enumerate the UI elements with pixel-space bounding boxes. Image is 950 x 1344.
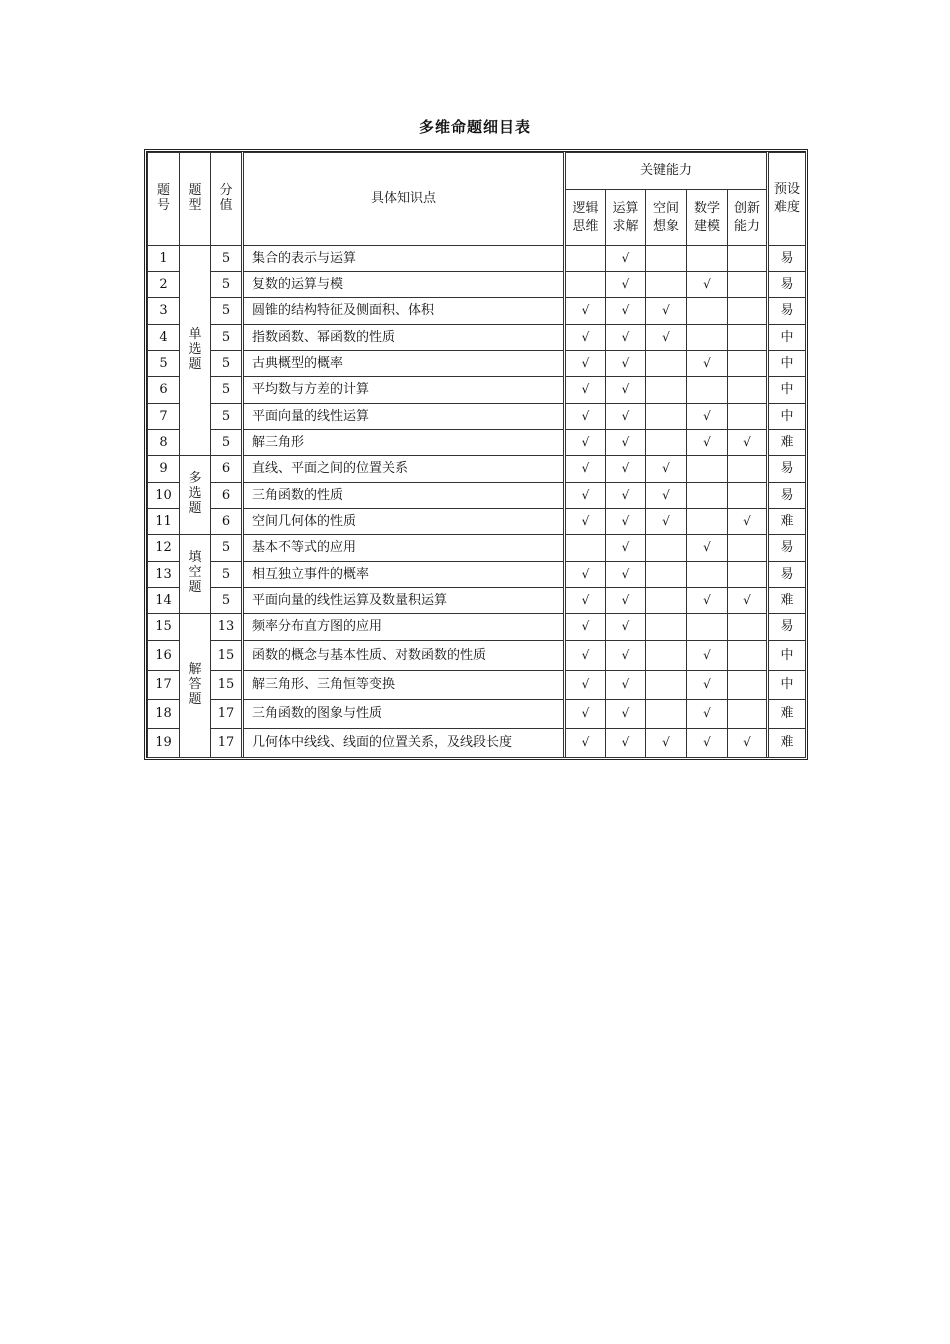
check-mark-icon: √	[743, 592, 751, 607]
ability-check-cell	[606, 404, 646, 430]
check-mark-icon: √	[621, 250, 630, 265]
ability-check-cell	[606, 671, 646, 700]
table-row	[148, 246, 806, 272]
table-row	[148, 614, 806, 641]
question-number: 17	[148, 671, 180, 700]
ability-check-cell	[728, 351, 768, 377]
ability-check-cell	[646, 700, 687, 729]
question-score: 5	[211, 298, 243, 325]
ability-check-cell	[646, 562, 687, 588]
table-row	[148, 377, 806, 404]
ability-check-cell	[728, 246, 768, 272]
table-row	[148, 325, 806, 351]
header-abilities-group: 关键能力	[565, 153, 768, 190]
header-ability: 数学建模	[687, 190, 728, 246]
ability-check-cell	[687, 729, 728, 758]
question-score: 6	[211, 483, 243, 509]
check-mark-icon: √	[662, 303, 670, 318]
header-difficulty: 预设难度	[768, 153, 806, 246]
question-score: 5	[211, 377, 243, 404]
question-number: 14	[148, 588, 180, 614]
ability-check-cell	[606, 298, 646, 325]
check-mark-icon: √	[621, 619, 630, 634]
ability-check-cell	[646, 325, 687, 351]
check-mark-icon: √	[743, 513, 751, 528]
check-mark-icon: √	[662, 513, 670, 528]
question-type: 单选题	[180, 246, 211, 456]
header-num: 题号	[148, 153, 180, 246]
ability-check-cell	[646, 671, 687, 700]
difficulty: 中	[768, 325, 806, 351]
ability-check-cell	[606, 325, 646, 351]
check-mark-icon: √	[621, 408, 630, 423]
difficulty: 中	[768, 404, 806, 430]
table-row	[148, 509, 806, 535]
difficulty: 中	[768, 377, 806, 404]
question-score: 6	[211, 509, 243, 535]
ability-check-cell	[687, 562, 728, 588]
check-mark-icon: √	[703, 434, 711, 449]
ability-check-cell	[728, 325, 768, 351]
check-mark-icon: √	[662, 735, 670, 750]
check-mark-icon: √	[703, 706, 711, 721]
spec-table	[147, 152, 806, 758]
check-mark-icon: √	[621, 677, 630, 692]
ability-check-cell	[687, 588, 728, 614]
check-mark-icon: √	[621, 706, 630, 721]
question-score: 13	[211, 614, 243, 641]
question-score: 5	[211, 351, 243, 377]
ability-check-cell	[646, 729, 687, 758]
difficulty: 难	[768, 509, 806, 535]
ability-check-cell	[687, 404, 728, 430]
check-mark-icon: √	[621, 434, 630, 449]
question-type: 解答题	[180, 614, 211, 758]
ability-check-cell	[606, 562, 646, 588]
ability-check-cell	[606, 588, 646, 614]
question-number: 1	[148, 246, 180, 272]
knowledge-point: 空间几何体的性质	[243, 509, 565, 535]
ability-check-cell	[565, 509, 606, 535]
ability-check-cell	[687, 614, 728, 641]
ability-check-cell	[687, 246, 728, 272]
ability-check-cell	[728, 671, 768, 700]
spec-body	[148, 246, 806, 758]
ability-check-cell	[646, 298, 687, 325]
ability-check-cell	[606, 729, 646, 758]
check-mark-icon: √	[581, 619, 590, 634]
ability-check-cell	[606, 456, 646, 483]
check-mark-icon: √	[581, 303, 590, 318]
knowledge-point: 复数的运算与模	[243, 272, 565, 298]
ability-check-cell	[728, 535, 768, 562]
ability-check-cell	[687, 272, 728, 298]
ability-check-cell	[646, 483, 687, 509]
question-number: 18	[148, 700, 180, 729]
ability-check-cell	[687, 509, 728, 535]
check-mark-icon: √	[621, 276, 630, 291]
ability-check-cell	[606, 430, 646, 456]
knowledge-point: 解三角形	[243, 430, 565, 456]
ability-check-cell	[565, 614, 606, 641]
check-mark-icon: √	[621, 329, 630, 344]
ability-check-cell	[687, 351, 728, 377]
ability-check-cell	[728, 404, 768, 430]
ability-check-cell	[565, 671, 606, 700]
check-mark-icon: √	[703, 355, 711, 370]
ability-check-cell	[728, 700, 768, 729]
header-type: 题型	[180, 153, 211, 246]
ability-check-cell	[728, 377, 768, 404]
ability-check-cell	[606, 272, 646, 298]
check-mark-icon: √	[703, 647, 711, 662]
ability-check-cell	[565, 562, 606, 588]
knowledge-point: 古典概型的概率	[243, 351, 565, 377]
ability-check-cell	[565, 272, 606, 298]
ability-check-cell	[565, 641, 606, 671]
ability-check-cell	[606, 509, 646, 535]
ability-check-cell	[728, 614, 768, 641]
question-number: 6	[148, 377, 180, 404]
question-number: 7	[148, 404, 180, 430]
ability-check-cell	[646, 377, 687, 404]
ability-check-cell	[565, 351, 606, 377]
ability-check-cell	[565, 325, 606, 351]
check-mark-icon: √	[621, 487, 630, 502]
table-row	[148, 729, 806, 758]
question-score: 17	[211, 729, 243, 758]
difficulty: 易	[768, 456, 806, 483]
table-row	[148, 588, 806, 614]
ability-check-cell	[687, 483, 728, 509]
knowledge-point: 相互独立事件的概率	[243, 562, 565, 588]
check-mark-icon: √	[743, 434, 751, 449]
ability-check-cell	[606, 700, 646, 729]
check-mark-icon: √	[621, 540, 630, 555]
knowledge-point: 圆锥的结构特征及侧面积、体积	[243, 298, 565, 325]
knowledge-point: 几何体中线线、线面的位置关系，及线段长度	[243, 729, 565, 758]
check-mark-icon: √	[703, 276, 711, 291]
ability-check-cell	[728, 430, 768, 456]
table-row	[148, 700, 806, 729]
difficulty: 易	[768, 246, 806, 272]
ability-check-cell	[687, 700, 728, 729]
table-row	[148, 430, 806, 456]
check-mark-icon: √	[581, 513, 590, 528]
knowledge-point: 解三角形、三角恒等变换	[243, 671, 565, 700]
ability-check-cell	[565, 430, 606, 456]
table-row	[148, 404, 806, 430]
question-score: 5	[211, 535, 243, 562]
ability-check-cell	[606, 614, 646, 641]
check-mark-icon: √	[581, 382, 590, 397]
check-mark-icon: √	[621, 566, 630, 581]
check-mark-icon: √	[581, 592, 590, 607]
header-ability: 逻辑思维	[565, 190, 606, 246]
check-mark-icon: √	[581, 434, 590, 449]
check-mark-icon: √	[703, 408, 711, 423]
ability-check-cell	[565, 700, 606, 729]
ability-check-cell	[728, 483, 768, 509]
ability-check-cell	[687, 377, 728, 404]
check-mark-icon: √	[581, 355, 590, 370]
ability-check-cell	[646, 246, 687, 272]
ability-check-cell	[606, 377, 646, 404]
check-mark-icon: √	[621, 735, 630, 750]
check-mark-icon: √	[621, 592, 630, 607]
header-topic: 具体知识点	[243, 153, 565, 246]
question-number: 16	[148, 641, 180, 671]
question-score: 5	[211, 246, 243, 272]
check-mark-icon: √	[581, 487, 590, 502]
check-mark-icon: √	[662, 329, 670, 344]
check-mark-icon: √	[621, 461, 630, 476]
ability-check-cell	[646, 535, 687, 562]
difficulty: 易	[768, 535, 806, 562]
question-score: 5	[211, 404, 243, 430]
question-number: 3	[148, 298, 180, 325]
header-ability: 创新能力	[728, 190, 768, 246]
check-mark-icon: √	[621, 647, 630, 662]
ability-check-cell	[728, 588, 768, 614]
ability-check-cell	[565, 729, 606, 758]
difficulty: 中	[768, 671, 806, 700]
difficulty: 中	[768, 351, 806, 377]
difficulty: 难	[768, 588, 806, 614]
table-row	[148, 641, 806, 671]
knowledge-point: 集合的表示与运算	[243, 246, 565, 272]
question-number: 11	[148, 509, 180, 535]
question-score: 15	[211, 641, 243, 671]
ability-check-cell	[606, 483, 646, 509]
knowledge-point: 三角函数的图象与性质	[243, 700, 565, 729]
ability-check-cell	[687, 535, 728, 562]
table-row	[148, 456, 806, 483]
ability-check-cell	[646, 404, 687, 430]
ability-check-cell	[687, 641, 728, 671]
check-mark-icon: √	[703, 592, 711, 607]
ability-check-cell	[728, 272, 768, 298]
question-number: 9	[148, 456, 180, 483]
ability-check-cell	[646, 272, 687, 298]
difficulty: 易	[768, 483, 806, 509]
table-row	[148, 351, 806, 377]
ability-check-cell	[565, 246, 606, 272]
knowledge-point: 直线、平面之间的位置关系	[243, 456, 565, 483]
table-row	[148, 535, 806, 562]
ability-check-cell	[565, 404, 606, 430]
check-mark-icon: √	[703, 540, 711, 555]
ability-check-cell	[728, 509, 768, 535]
question-score: 5	[211, 325, 243, 351]
question-score: 5	[211, 272, 243, 298]
header-ability: 空间想象	[646, 190, 687, 246]
header-ability: 运算求解	[606, 190, 646, 246]
check-mark-icon: √	[581, 329, 590, 344]
knowledge-point: 平均数与方差的计算	[243, 377, 565, 404]
ability-check-cell	[646, 641, 687, 671]
check-mark-icon: √	[621, 513, 630, 528]
table-row	[148, 483, 806, 509]
header-score: 分值	[211, 153, 243, 246]
spec-table-frame	[144, 149, 808, 760]
difficulty: 难	[768, 729, 806, 758]
check-mark-icon: √	[621, 355, 630, 370]
check-mark-icon: √	[581, 647, 590, 662]
knowledge-point: 函数的概念与基本性质、对数函数的性质	[243, 641, 565, 671]
knowledge-point: 频率分布直方图的应用	[243, 614, 565, 641]
difficulty: 易	[768, 562, 806, 588]
ability-check-cell	[606, 641, 646, 671]
knowledge-point: 平面向量的线性运算及数量积运算	[243, 588, 565, 614]
ability-check-cell	[728, 298, 768, 325]
question-score: 5	[211, 588, 243, 614]
question-score: 5	[211, 430, 243, 456]
knowledge-point: 平面向量的线性运算	[243, 404, 565, 430]
check-mark-icon: √	[581, 461, 590, 476]
ability-check-cell	[646, 430, 687, 456]
difficulty: 难	[768, 700, 806, 729]
question-number: 19	[148, 729, 180, 758]
check-mark-icon: √	[621, 382, 630, 397]
check-mark-icon: √	[581, 677, 590, 692]
question-number: 4	[148, 325, 180, 351]
ability-check-cell	[728, 641, 768, 671]
check-mark-icon: √	[662, 461, 670, 476]
difficulty: 易	[768, 272, 806, 298]
ability-check-cell	[687, 298, 728, 325]
page-title: 多维命题细目表	[418, 118, 531, 136]
question-type: 填空题	[180, 535, 211, 614]
check-mark-icon: √	[703, 735, 711, 750]
check-mark-icon: √	[743, 735, 751, 750]
check-mark-icon: √	[581, 735, 590, 750]
question-number: 10	[148, 483, 180, 509]
ability-check-cell	[687, 430, 728, 456]
difficulty: 易	[768, 614, 806, 641]
question-number: 8	[148, 430, 180, 456]
check-mark-icon: √	[662, 487, 670, 502]
ability-check-cell	[606, 535, 646, 562]
knowledge-point: 基本不等式的应用	[243, 535, 565, 562]
ability-check-cell	[646, 456, 687, 483]
ability-check-cell	[728, 562, 768, 588]
question-score: 15	[211, 671, 243, 700]
question-number: 13	[148, 562, 180, 588]
check-mark-icon: √	[581, 706, 590, 721]
question-score: 5	[211, 562, 243, 588]
difficulty: 难	[768, 430, 806, 456]
table-row	[148, 671, 806, 700]
question-score: 6	[211, 456, 243, 483]
ability-check-cell	[565, 483, 606, 509]
ability-check-cell	[606, 351, 646, 377]
ability-check-cell	[728, 729, 768, 758]
ability-check-cell	[565, 535, 606, 562]
question-number: 5	[148, 351, 180, 377]
table-row	[148, 272, 806, 298]
ability-check-cell	[646, 614, 687, 641]
question-type: 多选题	[180, 456, 211, 535]
check-mark-icon: √	[581, 566, 590, 581]
knowledge-point: 三角函数的性质	[243, 483, 565, 509]
question-number: 12	[148, 535, 180, 562]
ability-check-cell	[687, 671, 728, 700]
ability-check-cell	[646, 588, 687, 614]
check-mark-icon: √	[581, 408, 590, 423]
check-mark-icon: √	[703, 677, 711, 692]
ability-check-cell	[606, 246, 646, 272]
question-number: 15	[148, 614, 180, 641]
question-score: 17	[211, 700, 243, 729]
ability-check-cell	[687, 456, 728, 483]
ability-check-cell	[646, 509, 687, 535]
knowledge-point: 指数函数、幂函数的性质	[243, 325, 565, 351]
ability-check-cell	[565, 377, 606, 404]
ability-check-cell	[646, 351, 687, 377]
ability-check-cell	[565, 456, 606, 483]
ability-check-cell	[687, 325, 728, 351]
ability-check-cell	[565, 298, 606, 325]
table-row	[148, 562, 806, 588]
difficulty: 易	[768, 298, 806, 325]
ability-check-cell	[728, 456, 768, 483]
difficulty: 中	[768, 641, 806, 671]
ability-check-cell	[565, 588, 606, 614]
check-mark-icon: √	[621, 303, 630, 318]
table-row	[148, 298, 806, 325]
question-number: 2	[148, 272, 180, 298]
